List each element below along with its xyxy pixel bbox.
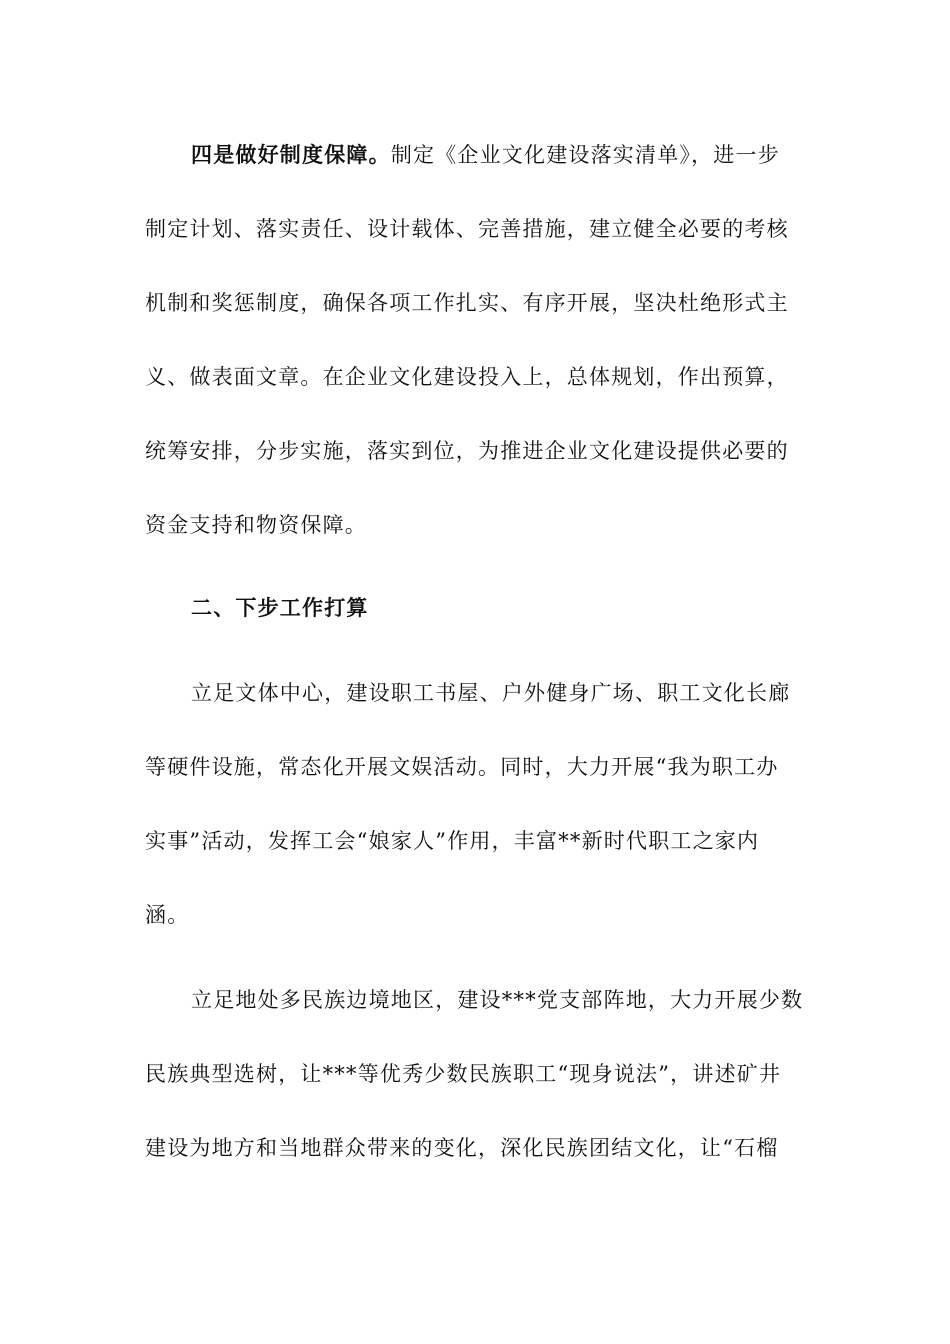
paragraph-1-line-3: 机制和奖惩制度，确保各项工作扎实、有序开展，坚决杜绝形式主 bbox=[145, 291, 789, 315]
paragraph-1-line-2: 制定计划、落实责任、设计载体、完善措施，建立健全必要的考核 bbox=[145, 217, 789, 241]
paragraph-1-line-5: 统筹安排，分步实施，落实到位，为推进企业文化建设提供必要的 bbox=[145, 439, 789, 463]
paragraph-1-line-4: 义、做表面文章。在企业文化建设投入上，总体规划，作出预算， bbox=[145, 365, 789, 389]
paragraph-2-line-2: 等硬件设施，常态化开展文娱活动。同时，大力开展“我为职工办 bbox=[145, 755, 779, 779]
paragraph-2-line-1: 立足文体中心，建设职工书屋、户外健身广场、职工文化长廊 bbox=[191, 681, 791, 705]
paragraph-lead: 四是做好制度保障。 bbox=[191, 143, 391, 167]
paragraph-text: 制定《企业文化建设落实清单》，进一步 bbox=[390, 143, 780, 167]
paragraph-1-line-1 bbox=[191, 140, 780, 170]
paragraph-2-line-4: 涵。 bbox=[145, 903, 190, 927]
section-heading: 二、下步工作打算 bbox=[191, 596, 369, 620]
paragraph-3-line-1: 立足地处多民族边境地区，建设***党支部阵地，大力开展少数 bbox=[191, 988, 804, 1012]
paragraph-3-line-2: 民族典型选树，让***等优秀少数民族职工“现身说法”，讲述矿井 bbox=[145, 1062, 782, 1086]
paragraph-2-line-3: 实事”活动，发挥工会“娘家人”作用，丰富**新时代职工之家内 bbox=[145, 829, 760, 853]
paragraph-3-line-3: 建设为地方和当地群众带来的变化，深化民族团结文化，让“石榴 bbox=[145, 1136, 779, 1160]
paragraph-1-line-6: 资金支持和物资保障。 bbox=[145, 513, 367, 537]
